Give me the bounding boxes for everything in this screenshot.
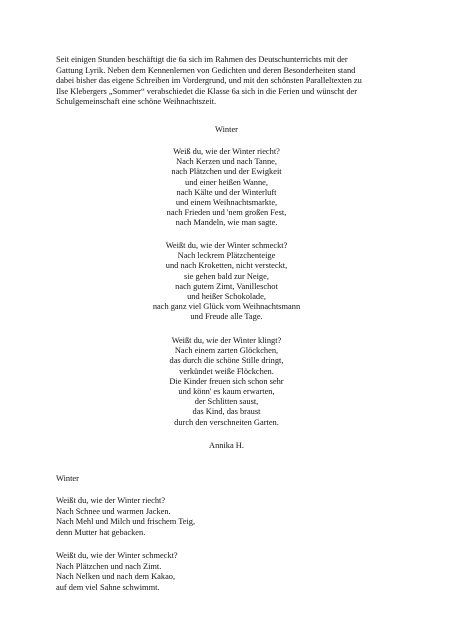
poem-line: Nach einem zarten Glöckchen, (174, 346, 279, 356)
poem-1-stanza-3 (0, 336, 453, 428)
poem-line: Nach Schnee und warmen Jacken. (56, 506, 171, 516)
intro-line: dabei bisher das eigene Schreiben im Vordergrund, und mit den schönsten Paralleltexten zu (56, 76, 362, 86)
poem-line: verkündet weiße Flöckchen. (179, 366, 274, 376)
poem-line: nach gutem Zimt, Vanilleschot (175, 281, 278, 291)
poem-line: Nach Nelken und nach dem Kakao, (56, 572, 176, 582)
poem-line: Nach Mehl und Milch und frischem Teig, (56, 517, 196, 527)
poem-line: Nach Plätzchen und nach Zimt. (56, 561, 162, 571)
poem-line: und einer heißen Wanne, (185, 177, 268, 187)
poem-line: und könn' es kaum erwarten, (178, 387, 275, 397)
poem-1-stanza-1 (0, 147, 453, 229)
poem-line: Weißt du, wie der Winter schmeckt? (56, 551, 178, 560)
poem-1-author: Annika H. (209, 441, 244, 450)
intro-line: Seit einigen Stunden beschäftigt die 6a sich im Rahmen des Deutschunterrichts mit der (56, 55, 348, 64)
poem-line: nach Frieden und 'nem großen Fest, (166, 208, 287, 218)
intro-line: Ilse Klebergers „Sommer“ verabschiedet die Klasse 6a sich in die Ferien und wünscht der (56, 86, 358, 96)
poem-line: das Kind, das braust (192, 407, 261, 417)
poem-line: und Freude alle Tage. (190, 312, 263, 322)
poem-line: nach ganz viel Glück vom Weihnachtsmann (152, 302, 301, 312)
intro-line: Schulgemeinschaft eine schöne Weihnachtszeit. (56, 97, 217, 107)
poem-1-title: Winter (215, 125, 238, 134)
poem-line: Weiß du, wie der Winter riecht? (173, 147, 280, 156)
poem-1-stanza-2 (0, 241, 453, 323)
poem-line: durch den verschneiten Garten. (174, 417, 279, 427)
poem-line: denn Mutter hat gebacken. (56, 527, 146, 537)
poem-line: Weißt du, wie der Winter riecht? (56, 496, 166, 505)
poem-line: der Schlitten saust, (194, 397, 259, 407)
poem-line: Nach Kerzen und nach Tanne, (176, 157, 277, 167)
poem-line: nach Mandeln, wie man sagte. (175, 218, 278, 228)
poem-line: nach Kälte und der Winterluft (176, 187, 277, 197)
poem-line: Weißt du, wie der Winter klingt? (171, 336, 282, 345)
poem-line: Nach leckrem Plätzchenteige (177, 251, 276, 261)
poem-2-title: Winter (56, 474, 79, 483)
poem-line: und heißer Schokolade, (187, 292, 266, 302)
poem-2-stanza-1 (56, 496, 195, 538)
poem-line: das durch die schöne Stille dringt, (169, 356, 284, 366)
poem-line: sie gehen bald zur Neige, (184, 271, 269, 281)
intro-paragraph (56, 55, 406, 108)
poem-line: und einem Weihnachtsmarkte, (175, 198, 278, 208)
poem-2-stanza-2 (56, 551, 178, 593)
poem-line: nach Plätzchen und der Ewigkeit (171, 167, 282, 177)
intro-line: Gattung Lyrik. Neben dem Kennenlernen von Gedichten und deren Besonderheiten stand (56, 65, 356, 75)
poem-line: Weißt du, wie der Winter schmeckt? (165, 241, 288, 250)
poem-line: auf dem viel Sahne schwimmt. (56, 582, 160, 592)
poem-line: und nach Kroketten, nicht versteckt, (165, 261, 288, 271)
poem-line: Die Kinder freuen sich schon sehr (169, 376, 284, 386)
